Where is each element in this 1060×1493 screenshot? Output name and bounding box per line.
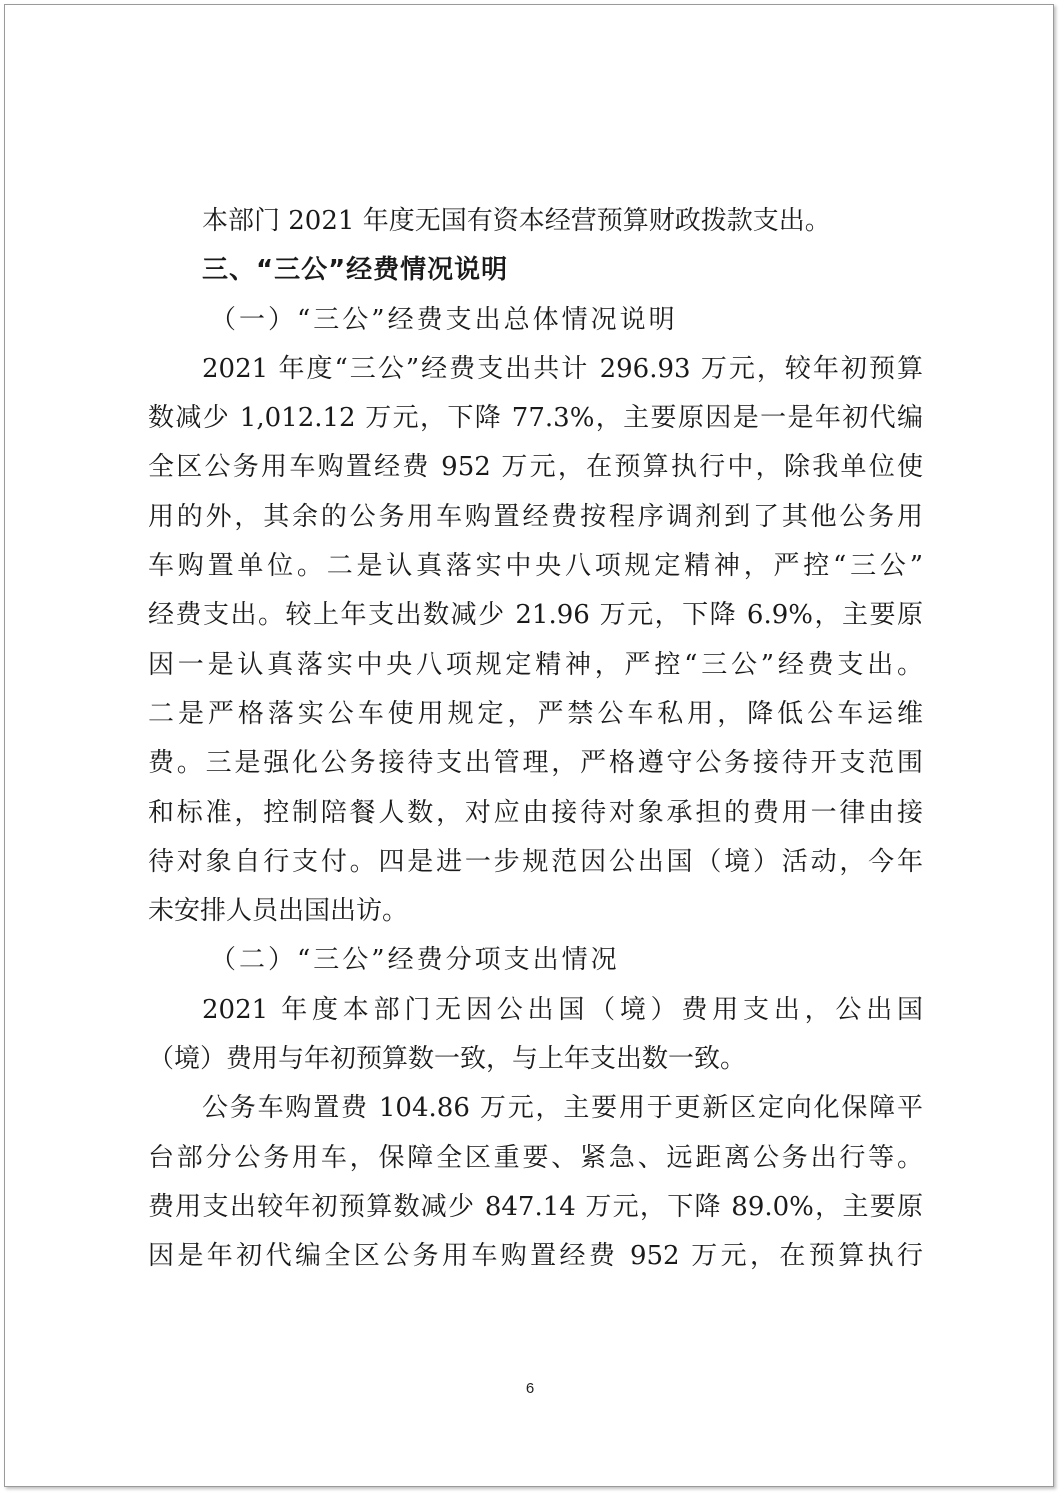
paragraph-line: 台部分公务用车，保障全区重要、紧急、远距离公务出行等。 (148, 1142, 923, 1173)
paragraph-line: 因是年初代编全区公务用车购置经费 952 万元，在预算执行 (148, 1241, 923, 1272)
paragraph-line: 未安排人员出国出访。 (148, 896, 409, 927)
paragraph-line: 全区公务用车购置经费 952 万元，在预算执行中，除我单位使 (148, 452, 923, 483)
paragraph-line: （境）费用与年初预算数一致，与上年支出数一致。 (148, 1044, 747, 1075)
subsection-heading: （一）“三公”经费支出总体情况说明 (210, 304, 678, 335)
paragraph-line: 和标准，控制陪餐人数，对应由接待对象承担的费用一律由接 (148, 797, 923, 828)
paragraph-line: 车购置单位。二是认真落实中央八项规定精神，严控“三公” (148, 551, 923, 582)
paragraph-line: 2021 年度本部门无因公出国（境）费用支出，公出国 (202, 994, 923, 1025)
paragraph-line: 待对象自行支付。四是进一步规范因公出国（境）活动，今年 (148, 846, 923, 877)
paragraph-line: 本部门 2021 年度无国有资本经营预算财政拨款支出。 (202, 206, 831, 236)
paragraph-line: 经费支出。较上年支出数减少 21.96 万元，下降 6.9%，主要原 (148, 600, 923, 631)
section-heading: 三、“三公”经费情况说明 (202, 255, 509, 286)
paragraph-line: 因一是认真落实中央八项规定精神，严控“三公”经费支出。 (148, 649, 923, 680)
paragraph-line: 费。三是强化公务接待支出管理，严格遵守公务接待开支范围 (148, 748, 923, 779)
paragraph-line: 2021 年度“三公”经费支出共计 296.93 万元，较年初预算 (202, 353, 923, 384)
paragraph-line: 用的外，其余的公务用车购置经费按程序调剂到了其他公务用 (148, 501, 923, 532)
document-body (148, 197, 923, 1282)
subsection-heading: （二）“三公”经费分项支出情况 (210, 945, 620, 976)
page-number: 6 (525, 1380, 535, 1397)
paragraph-line: 费用支出较年初预算数减少 847.14 万元，下降 89.0%，主要原 (148, 1191, 923, 1222)
paragraph-line: 公务车购置费 104.86 万元，主要用于更新区定向化保障平 (202, 1093, 923, 1124)
paragraph-line: 二是严格落实公车使用规定，严禁公车私用，降低公车运维 (148, 698, 923, 729)
paragraph-line: 数减少 1,012.12 万元，下降 77.3%，主要原因是一是年初代编 (148, 403, 923, 434)
